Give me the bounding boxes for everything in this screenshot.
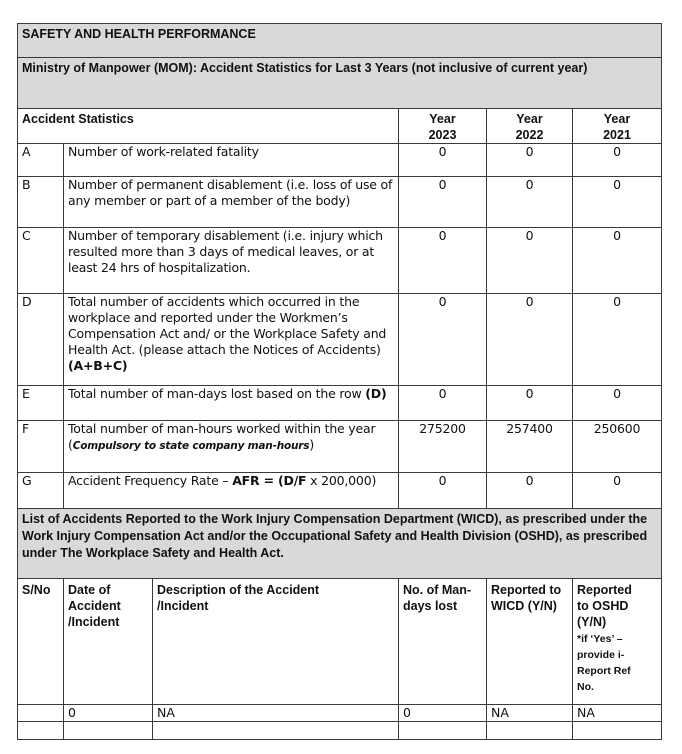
- value-2021: 0: [573, 473, 662, 509]
- oshd-header-note: *if ‘Yes’ – provide i-Report Ref No.: [577, 633, 631, 693]
- stat-row-a: [18, 144, 662, 177]
- oshd-header: [573, 579, 662, 705]
- row-description-tail: x 200,000): [306, 473, 377, 488]
- date-header: Date of Accident /Incident: [64, 579, 153, 705]
- row-description: Number of temporary disablement (i.e. injury which resulted more than 3 days of medical leaves, or at least 24 hrs of hospitalization.: [64, 228, 399, 294]
- oshd-cell: [573, 722, 662, 740]
- description-cell: [153, 722, 399, 740]
- value-2021: 0: [573, 386, 662, 421]
- description-header: Description of the Accident /Incident: [153, 579, 399, 705]
- mandays-header: No. of Man-days lost: [399, 579, 487, 705]
- value-2021: 0: [573, 144, 662, 177]
- value-2023: 0: [399, 473, 487, 509]
- year-label: Year: [429, 112, 456, 126]
- year-2022-header: [487, 109, 573, 144]
- oshd-cell: NA: [573, 705, 662, 722]
- row-description: [64, 386, 399, 421]
- year-label: Year: [516, 112, 543, 126]
- value-2021: 0: [573, 228, 662, 294]
- year-2023-header: [399, 109, 487, 144]
- stat-row-d: [18, 294, 662, 386]
- stat-row-g: [18, 473, 662, 509]
- row-code: E: [18, 386, 64, 421]
- value-2022: 0: [487, 294, 573, 386]
- year-label: Year: [603, 112, 631, 126]
- value-2023: 0: [399, 294, 487, 386]
- mandays-cell: 0: [399, 705, 487, 722]
- description-cell: NA: [153, 705, 399, 722]
- value-2022: 0: [487, 228, 573, 294]
- wicd-cell: NA: [487, 705, 573, 722]
- date-cell: [64, 722, 153, 740]
- stat-row-e: [18, 386, 662, 421]
- accident-list-row: [18, 705, 662, 722]
- row-code: D: [18, 294, 64, 386]
- value-2022: 0: [487, 177, 573, 228]
- row-description-formula: (A+B+C): [68, 358, 128, 373]
- sno-cell: [18, 705, 64, 722]
- value-2023: 0: [399, 144, 487, 177]
- wicd-header: Reported to WICD (Y/N): [487, 579, 573, 705]
- stat-row-c: [18, 228, 662, 294]
- row-code: C: [18, 228, 64, 294]
- value-2022: 0: [487, 473, 573, 509]
- row-description-ref: (D): [365, 386, 387, 401]
- value-2023: 275200: [399, 421, 487, 473]
- row-description: Number of permanent disablement (i.e. loss of use of any member or part of a member of the body): [64, 177, 399, 228]
- row-description-text: Total number of accidents which occurred in the workplace and reported under the Workmen’s Compensation Act and/ or the Workplace Safety and Health Act. (please attach the Notices of Accidents): [68, 294, 387, 357]
- wicd-cell: [487, 722, 573, 740]
- row-code: F: [18, 421, 64, 473]
- row-code: B: [18, 177, 64, 228]
- mandays-cell: [399, 722, 487, 740]
- row-code: A: [18, 144, 64, 177]
- row-code: G: [18, 473, 64, 509]
- mom-title: Ministry of Manpower (MOM): Accident Statistics for Last 3 Years (not inclusive of current year): [18, 58, 662, 109]
- row-description: Number of work-related fatality: [64, 144, 399, 177]
- row-description-text: Total number of man-hours worked within the year: [68, 421, 376, 436]
- stat-row-b: [18, 177, 662, 228]
- sno-header: S/No: [18, 579, 64, 705]
- row-description: [64, 473, 399, 509]
- row-description-note: Compulsory to state company man-hours: [72, 440, 310, 452]
- value-2023: 0: [399, 386, 487, 421]
- value-2022: 257400: [487, 421, 573, 473]
- date-cell: 0: [64, 705, 153, 722]
- value-2021: 250600: [573, 421, 662, 473]
- value-2023: 0: [399, 228, 487, 294]
- year-2021-header: [573, 109, 662, 144]
- accident-statistics-header: Accident Statistics: [18, 109, 399, 144]
- year-value: 2022: [515, 128, 544, 142]
- row-description: [64, 294, 399, 386]
- row-description-text: Accident Frequency Rate –: [68, 473, 229, 488]
- oshd-header-label: Reported to OSHD (Y/N): [577, 583, 632, 629]
- accident-list-row: [18, 722, 662, 740]
- value-2022: 0: [487, 386, 573, 421]
- safety-health-table: [17, 23, 662, 740]
- section-title: SAFETY AND HEALTH PERFORMANCE: [18, 24, 662, 58]
- value-2021: 0: [573, 294, 662, 386]
- stat-row-f: [18, 421, 662, 473]
- row-description-text: Total number of man-days lost based on the row: [68, 386, 362, 401]
- year-value: 2023: [428, 128, 457, 142]
- row-description-formula: AFR = (D/F: [232, 473, 307, 488]
- value-2023: 0: [399, 177, 487, 228]
- row-description: Total number of man-hours worked within the year (Compulsory to state company man-hours): [64, 421, 399, 473]
- accident-list-header: [18, 579, 662, 705]
- accident-list-title: List of Accidents Reported to the Work Injury Compensation Department (WICD), as prescribed under the Work Injury Compensation Act and/or the Occupational Safety and Health Division (OSHD), as prescribed under The Workplace Safety and Health Act.: [18, 509, 662, 579]
- value-2022: 0: [487, 144, 573, 177]
- year-value: 2021: [603, 128, 631, 142]
- sno-cell: [18, 722, 64, 740]
- value-2021: 0: [573, 177, 662, 228]
